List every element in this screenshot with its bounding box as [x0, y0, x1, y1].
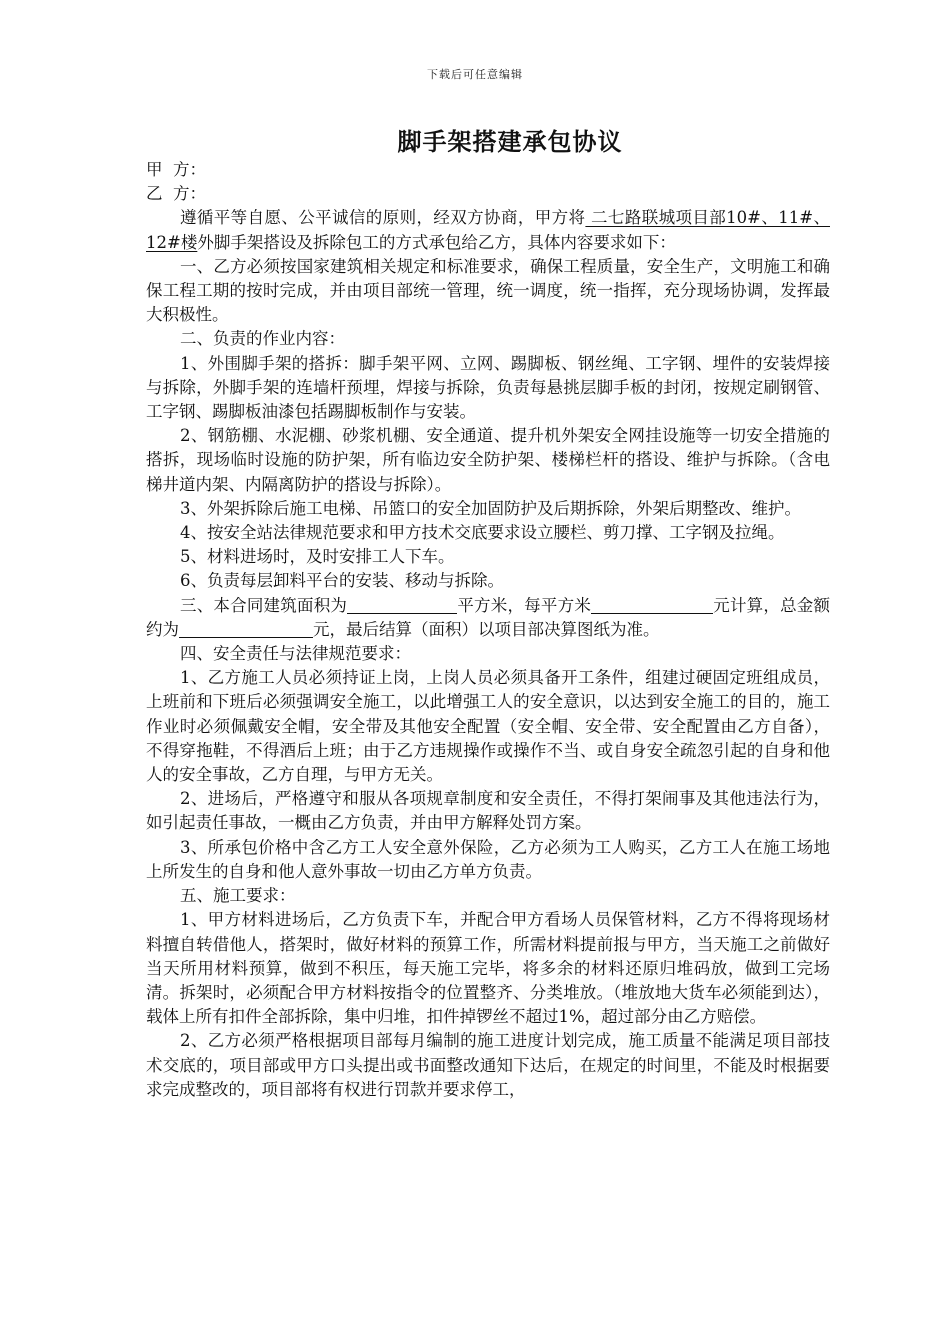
- section-5-heading: 五、施工要求：: [180, 886, 296, 906]
- section-3-text-1: 三、本合同建筑面积为: [180, 595, 348, 615]
- section-2-item: 5、材料进场时，及时安排工人下车。: [180, 547, 455, 567]
- intro-paragraph: [146, 206, 830, 254]
- unit-price-blank: [591, 595, 713, 614]
- section-2-item: 4、按安全站法律规范要求和甲方技术交底要求设立腰栏、剪刀撑、工字钢及拉绳。: [180, 523, 785, 543]
- section-4-item: 2、进场后，严格遵守和服从各项规章制度和安全责任，不得打架闹事及其他违法行为，如引起责任事故，一概由乙方负责，并由甲方解释处罚方案。: [146, 789, 830, 833]
- section-4-item: 1、乙方施工人员必须持证上岗，上岗人员必须具备开工条件，组建过硬固定班组成员，上班前和下班后必须强调安全施工，以此增强工人的安全意识，以达到安全施工的目的，施工作业时必须佩戴安全帽，安全带及其他安全配置（安全帽、安全带、安全配置由乙方自备），不得穿拖鞋，不得酒后上班；由于乙方违规操作或操作不当、或自身安全疏忽引起的自身和他人的安全事故，乙方自理，与甲方无关。: [146, 668, 830, 785]
- section-4-item: 3、所承包价格中含乙方工人安全意外保险，乙方必须为工人购买，乙方工人在施工场地上所发生的自身和他人意外事故一切由乙方单方负责。: [146, 837, 830, 881]
- section-2-item: 1、外围脚手架的搭拆：脚手架平网、立网、踢脚板、钢丝绳、工字钢、埋件的安装焊接与拆除，外脚手架的连墙杆预埋，焊接与拆除，负责每悬挑层脚手板的封闭，按规定刷钢管、工字钢、踢脚板油漆包括踢脚板制作与安装。: [146, 353, 830, 422]
- section-3-text-4: 元，最后结算（面积）以项目部决算图纸为准。: [313, 619, 660, 639]
- intro-text-after: 外脚手架搭设及拆除包工的方式承包给乙方，具体内容要求如下：: [197, 232, 676, 252]
- header-note: 下载后可任意编辑: [427, 68, 523, 81]
- area-blank: [347, 595, 457, 614]
- section-2-item: 3、外架拆除后施工电梯、吊篮口的安全加固防护及后期拆除，外架后期整改、维护。: [180, 498, 801, 518]
- section-4-heading: 四、安全责任与法律规范要求：: [180, 644, 411, 664]
- section-5-item: 1、甲方材料进场后，乙方负责下车，并配合甲方看场人员保管材料，乙方不得将现场材料擅自转借他人，搭架时，做好材料的预算工作，所需材料提前报与甲方，当天施工之前做好当天所用材料预算，做到不积压，每天施工完毕，将多余的材料还原归堆码放，做到工完场清。拆架时，必须配合甲方材料按指令的位置整齐、分类堆放。（堆放地大货车必须能到达），载体上所有扣件全部拆除，集中归堆，扣件掉锣丝不超过1%，超过部分由乙方赔偿。: [146, 910, 830, 1027]
- section-2-item: 2、钢筋棚、水泥棚、砂浆机棚、安全通道、提升机外架安全网挂设施等一切安全措施的搭拆，现场临时设施的防护架，所有临边安全防护架、楼梯栏杆的搭设、维护与拆除。（含电梯井道内架、内隔离防护的搭设与拆除）。: [146, 426, 830, 494]
- intro-text-before: 遵循平等自愿、公平诚信的原则，经双方协商，甲方将: [180, 208, 586, 228]
- section-3-text-3: 元计算，总金额约为: [146, 595, 831, 639]
- document-title: 脚手架搭建承包协议: [397, 127, 623, 156]
- party-a-line: 甲 方：: [146, 160, 206, 179]
- section-3: [146, 594, 830, 642]
- section-2-item: 6、负责每层卸料平台的安装、移动与拆除。: [180, 571, 504, 591]
- project-name: 二七路联城项目部10#、11#、12#楼: [146, 208, 830, 252]
- section-3-text-2: 平方米，每平方米: [457, 595, 592, 615]
- section-5-item: 2、乙方必须严格根据项目部每月编制的施工进度计划完成，施工质量不能满足项目部技术交底的，项目部或甲方口头提出或书面整改通知下达后，在规定的时间里，不能及时根据要求完成整改的，项目部将有权进行罚款并要求停工，: [146, 1031, 830, 1099]
- section-2-heading: 二、负责的作业内容：: [180, 329, 345, 349]
- section-1: 一、乙方必须按国家建筑相关规定和标准要求，确保工程质量，安全生产，文明施工和确保工程工期的按时完成，并由项目部统一管理，统一调度，统一指挥，充分现场协调，发挥最大积极性。: [146, 256, 830, 325]
- total-amount-blank: [179, 619, 313, 638]
- document-body: [146, 158, 830, 1102]
- party-b-line: 乙 方：: [146, 184, 206, 204]
